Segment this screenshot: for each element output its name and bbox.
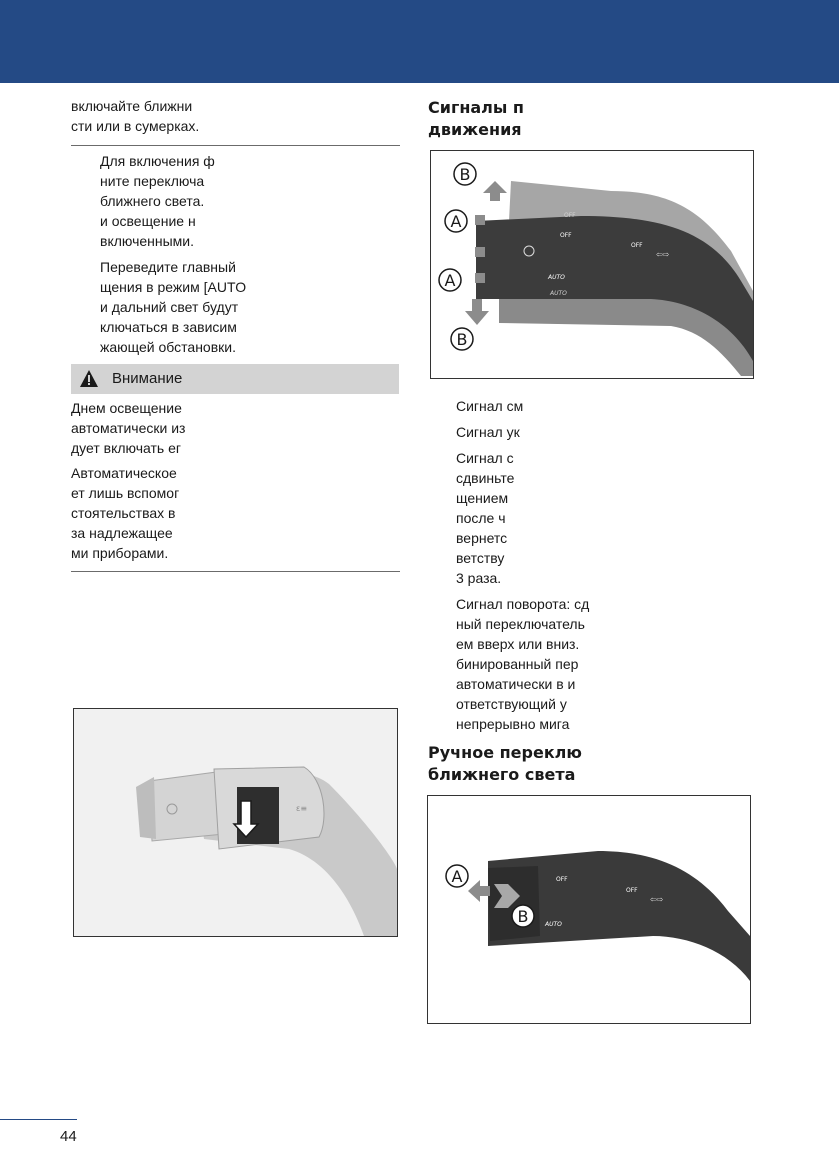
text-line: Для включения ф xyxy=(100,153,215,169)
text-line: включайте ближни xyxy=(71,98,193,114)
text-line: 3 раза. xyxy=(456,570,502,586)
text-line: ем вверх или вниз. xyxy=(456,636,580,652)
header-band xyxy=(0,0,839,83)
text-line: Днем освещение xyxy=(71,400,182,416)
text-line: ветству xyxy=(456,550,505,566)
text-line: ный переключатель xyxy=(456,616,585,632)
label-b: B xyxy=(456,330,468,349)
text-line: ми приборами. xyxy=(71,545,169,561)
text-line: после ч xyxy=(456,510,506,526)
svg-text:AUTO: AUTO xyxy=(550,290,567,297)
text-line: ближнего света. xyxy=(100,193,205,209)
svg-text:OFF: OFF xyxy=(626,887,638,894)
text-line: щением xyxy=(456,490,509,506)
text-line: за надлежащее xyxy=(71,525,173,541)
text-line: Сигнал см xyxy=(456,398,524,414)
text-line: автоматически из xyxy=(71,420,186,436)
svg-text:⇦⇨: ⇦⇨ xyxy=(650,895,664,904)
text-line: и освещение н xyxy=(100,213,196,229)
text-line: Сигнал ук xyxy=(456,424,520,440)
signal-item-2 xyxy=(456,422,776,442)
signal-item-1 xyxy=(456,396,776,416)
text-line: и дальний свет будут xyxy=(100,299,239,315)
text-line: ните переключа xyxy=(100,173,205,189)
heading-line: Сигналы п xyxy=(428,98,524,117)
heading-line: движения xyxy=(428,120,522,139)
label-b: B xyxy=(459,165,471,184)
svg-text:AUTO: AUTO xyxy=(545,921,562,928)
divider xyxy=(71,145,400,146)
footer-rule xyxy=(0,1119,77,1120)
heading-line: ближнего света xyxy=(428,765,576,784)
svg-text:OFF: OFF xyxy=(556,876,568,883)
figure-lever-photo xyxy=(73,708,398,937)
svg-text:OFF: OFF xyxy=(564,212,576,219)
warning-icon xyxy=(80,370,98,387)
warning-bar xyxy=(71,364,399,394)
left-intro-paragraph xyxy=(71,96,400,136)
text-line: непрерывно мига xyxy=(456,716,570,732)
page-number: 44 xyxy=(60,1128,77,1145)
text-line: жающей обстановки. xyxy=(100,339,236,355)
text-line: сти или в сумерках. xyxy=(71,118,200,134)
text-line: Переведите главный xyxy=(100,259,236,275)
section-heading-signals xyxy=(428,97,524,141)
figure-manual-switch xyxy=(427,795,751,1024)
text-line: бинированный пер xyxy=(456,656,579,672)
signal-item-3 xyxy=(456,448,776,588)
text-line: включенными. xyxy=(100,233,195,249)
svg-text:OFF: OFF xyxy=(631,242,643,249)
text-line: сдвиньте xyxy=(456,470,515,486)
text-line: дует включать ег xyxy=(71,440,181,456)
section-heading-manual xyxy=(428,742,582,786)
off-label: OFF xyxy=(560,232,572,239)
text-line: автоматически в и xyxy=(456,676,576,692)
left-block-2 xyxy=(100,257,429,357)
auto-label: AUTO xyxy=(548,274,565,281)
label-a: A xyxy=(451,867,463,886)
text-line: ет лишь вспомог xyxy=(71,485,180,501)
text-line: ключаться в зависим xyxy=(100,319,237,335)
warning-title: Внимание xyxy=(112,370,183,387)
text-line: Сигнал с xyxy=(456,450,514,466)
signal-item-4 xyxy=(456,594,776,734)
warning-text-1 xyxy=(71,398,400,458)
text-line: Автоматическое xyxy=(71,465,177,481)
text-line: стоятельствах в xyxy=(71,505,176,521)
heading-line: Ручное переклю xyxy=(428,743,582,762)
text-line: ответствующий у xyxy=(456,696,567,712)
text-line: щения в режим [AUTO xyxy=(100,279,247,295)
text-line: Сигнал поворота: сд xyxy=(456,596,590,612)
svg-text:ε≡: ε≡ xyxy=(296,804,308,813)
left-block-1 xyxy=(100,151,429,251)
warning-text-2 xyxy=(71,463,400,563)
text-line: вернетс xyxy=(456,530,508,546)
label-a: A xyxy=(444,271,456,290)
figure-turn-signal xyxy=(430,150,754,379)
label-a: A xyxy=(450,212,462,231)
label-b: B xyxy=(517,907,529,926)
svg-text:⇦⇨: ⇦⇨ xyxy=(656,250,670,259)
divider xyxy=(71,571,400,572)
